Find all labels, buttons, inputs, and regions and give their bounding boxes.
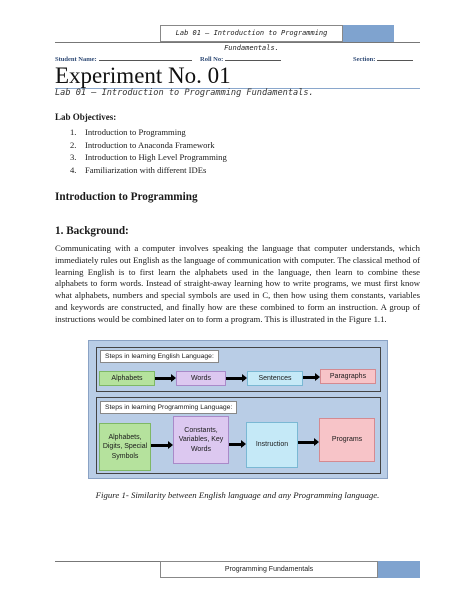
student-name-label: Student Name:	[55, 56, 97, 63]
english-step-alphabets: Alphabets	[99, 371, 155, 386]
section-label: Section:	[353, 56, 376, 63]
section-field	[353, 54, 413, 63]
arrow-connector	[226, 377, 245, 380]
roll-no-label: Roll No:	[200, 56, 224, 63]
arrow-connector	[303, 376, 318, 379]
arrow-connector	[155, 377, 174, 380]
header-rule	[55, 42, 420, 43]
student-name-field	[55, 54, 192, 63]
objectives-list	[70, 126, 227, 176]
page-subtitle: Lab 01 – Introduction to Programming Fundamentals.	[55, 88, 314, 98]
arrow-connector	[229, 443, 244, 446]
header-accent-tab	[343, 25, 394, 42]
objective-item: 2. Introduction to Anaconda Framework	[70, 139, 215, 150]
roll-no-field	[200, 54, 281, 63]
programming-step-programs: Programs	[319, 418, 375, 462]
objective-item: 4. Familiarization with different IDEs	[70, 164, 207, 175]
section-blank	[377, 54, 413, 61]
section-heading: Introduction to Programming	[55, 191, 198, 203]
learning-steps-diagram	[88, 340, 388, 479]
page-title: Experiment No. 01	[55, 63, 231, 88]
running-header: Lab 01 – Introduction to Programming Fundamentals.	[160, 25, 343, 42]
background-paragraph: Communicating with a computer involves speaking the language that computer understands, which immediately rules out English as the language of communication with computer. The classical method of learning English is to first learn the alphabets used in the language, then learn to combine these alphabets to form words. Instead of straight-away learning how to write programs, we must first know what alphabets, numbers and special symbols are used in C, then how using them constants, variables and keywords are constructed, and finally how are these combined to form an instruction. A group of instructions would be combined later on to form a program. This is illustrated in the Figure 1.1.	[55, 243, 420, 324]
arrow-connector	[151, 444, 171, 447]
figure-caption: Figure 1- Similarity between English language and any Programming language.	[95, 490, 380, 500]
objectives-heading: Lab Objectives:	[55, 112, 117, 122]
programming-step-alphabets: Alphabets, Digits, Special Symbols	[99, 423, 151, 471]
background-heading: 1. Background:	[55, 225, 129, 237]
roll-no-blank	[225, 54, 281, 61]
programming-step-instruction: Instruction	[246, 422, 298, 468]
objective-item: 1. Introduction to Programming	[70, 127, 186, 137]
arrow-connector	[298, 441, 317, 444]
english-step-sentences: Sentences	[247, 371, 303, 386]
programming-step-constants: Constants, Variables, Key Words	[173, 416, 229, 464]
programming-steps-label: Steps in learning Programming Language:	[100, 401, 237, 414]
english-steps-label: Steps in learning English Language:	[100, 350, 219, 363]
objective-item: 3. Introduction to High Level Programming	[70, 152, 227, 162]
english-step-words: Words	[176, 371, 226, 386]
footer-accent-tab	[378, 561, 420, 578]
english-step-paragraphs: Paragraphs	[320, 369, 376, 384]
student-name-blank	[99, 54, 192, 61]
running-footer: Programming Fundamentals	[160, 561, 378, 578]
